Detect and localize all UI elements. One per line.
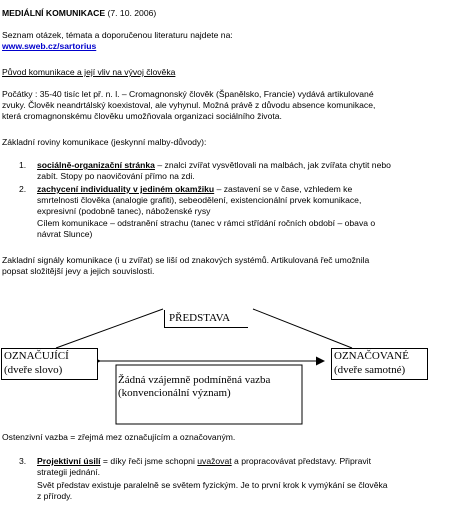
connector-line (253, 309, 352, 348)
list-item-line: Cílem komunikace – odstranění strachu (tanec v rámci střídání ročních období – obava o (37, 218, 376, 228)
title-date: (7. 10. 2006) (107, 8, 157, 18)
list-number: 2. (19, 184, 27, 194)
list-item-text: a propracovávat představy. Připravit (231, 456, 371, 466)
levels-heading: Základní roviny komunikace (jeskynní malby-důvody): (2, 137, 207, 147)
paragraph-line: Zakladní signály komunikace (i u zvířat) se liší od znakových systémů. Artikulovaná řeč umožnila (2, 255, 370, 265)
paragraph-line: která cromagnonskému člověku umožňovala organizaci sociálního života. (2, 111, 282, 121)
list-item-title: zachycení individuality v jediném okamžiku (37, 184, 215, 194)
diagram-node-right (331, 348, 428, 380)
list-item-text: = díky řeči jsme schopni (100, 456, 198, 466)
list-item-title: sociálně-organizační stránka (37, 160, 155, 170)
list-item-title: Projektivní úsilí (37, 456, 101, 466)
section-heading-origin: Původ komunikace a její vliv na vývoj člověka (2, 67, 176, 77)
node-label: OZNAČUJÍCÍ (4, 350, 69, 362)
node-label: PŘEDSTAVA (164, 310, 248, 328)
intro-text: Seznam otázek, témata a doporučenou literaturu najdete na: (2, 30, 233, 40)
node-sublabel: (konvencionální význam) (118, 387, 231, 399)
paragraph-line: Počátky : 35-40 tisíc let př. n. l. – Cromagnonský člověk (Španělsko, Francie) vydává artikulované (2, 89, 374, 99)
node-label: OZNAČOVANÉ (334, 350, 409, 362)
paragraph-line: Ostenzivní vazba = zřejmá mez označujícím a označovaným. (2, 432, 236, 442)
paragraph-line: zvuky. Člověk neandrtálský koexistoval, ale vyhynul. Možná právě z důvodu absence komunikace, (2, 100, 376, 110)
list-item-line: zabít. Stopy po naovičování přímo na zdi. (37, 171, 195, 181)
list-item-line: z přírody. (37, 491, 73, 501)
list-item-line: Svět představ existuje paralelně se světem fyzickým. Je to první krok k vymýkání se člověka (37, 480, 388, 490)
node-label: Žádná vzájemně podmíněná vazba (118, 374, 271, 386)
diagram-node-left (1, 348, 98, 380)
list-item-line: expresivní (podobně tanec), náboženské rysy (37, 206, 211, 216)
underlined-word: uvažovat (197, 456, 232, 466)
node-sublabel: (dveře samotné) (334, 364, 406, 376)
list-item-3 (37, 456, 371, 467)
list-item-line: smrtelnosti člověka (analogie grafiti), sebeodělení, existencionální prvek komunikace, (37, 195, 362, 205)
list-number: 3. (19, 456, 27, 466)
title-main: MEDIÁLNÍ KOMUNIKACE (2, 8, 106, 18)
paragraph-line: popsat složitější jevy a jejich souvislosti. (2, 266, 155, 276)
list-item-line: návrat Slunce) (37, 229, 93, 239)
connector-line (56, 309, 163, 348)
list-number: 1. (19, 160, 27, 170)
diagram-node-bottom (118, 374, 302, 400)
list-item-text: – znalci zvířat vysvětlovali na malbách, jak zvířata chytit nebo (154, 160, 391, 170)
website-link[interactable]: www.sweb.cz/sartorius (2, 41, 97, 51)
list-item-line: strategii jednání. (37, 467, 101, 477)
diagram-node-top (164, 310, 252, 327)
list-item-text: – zastavení se v čase, vzhledem ke (214, 184, 353, 194)
node-sublabel: (dveře slovo) (4, 364, 63, 376)
